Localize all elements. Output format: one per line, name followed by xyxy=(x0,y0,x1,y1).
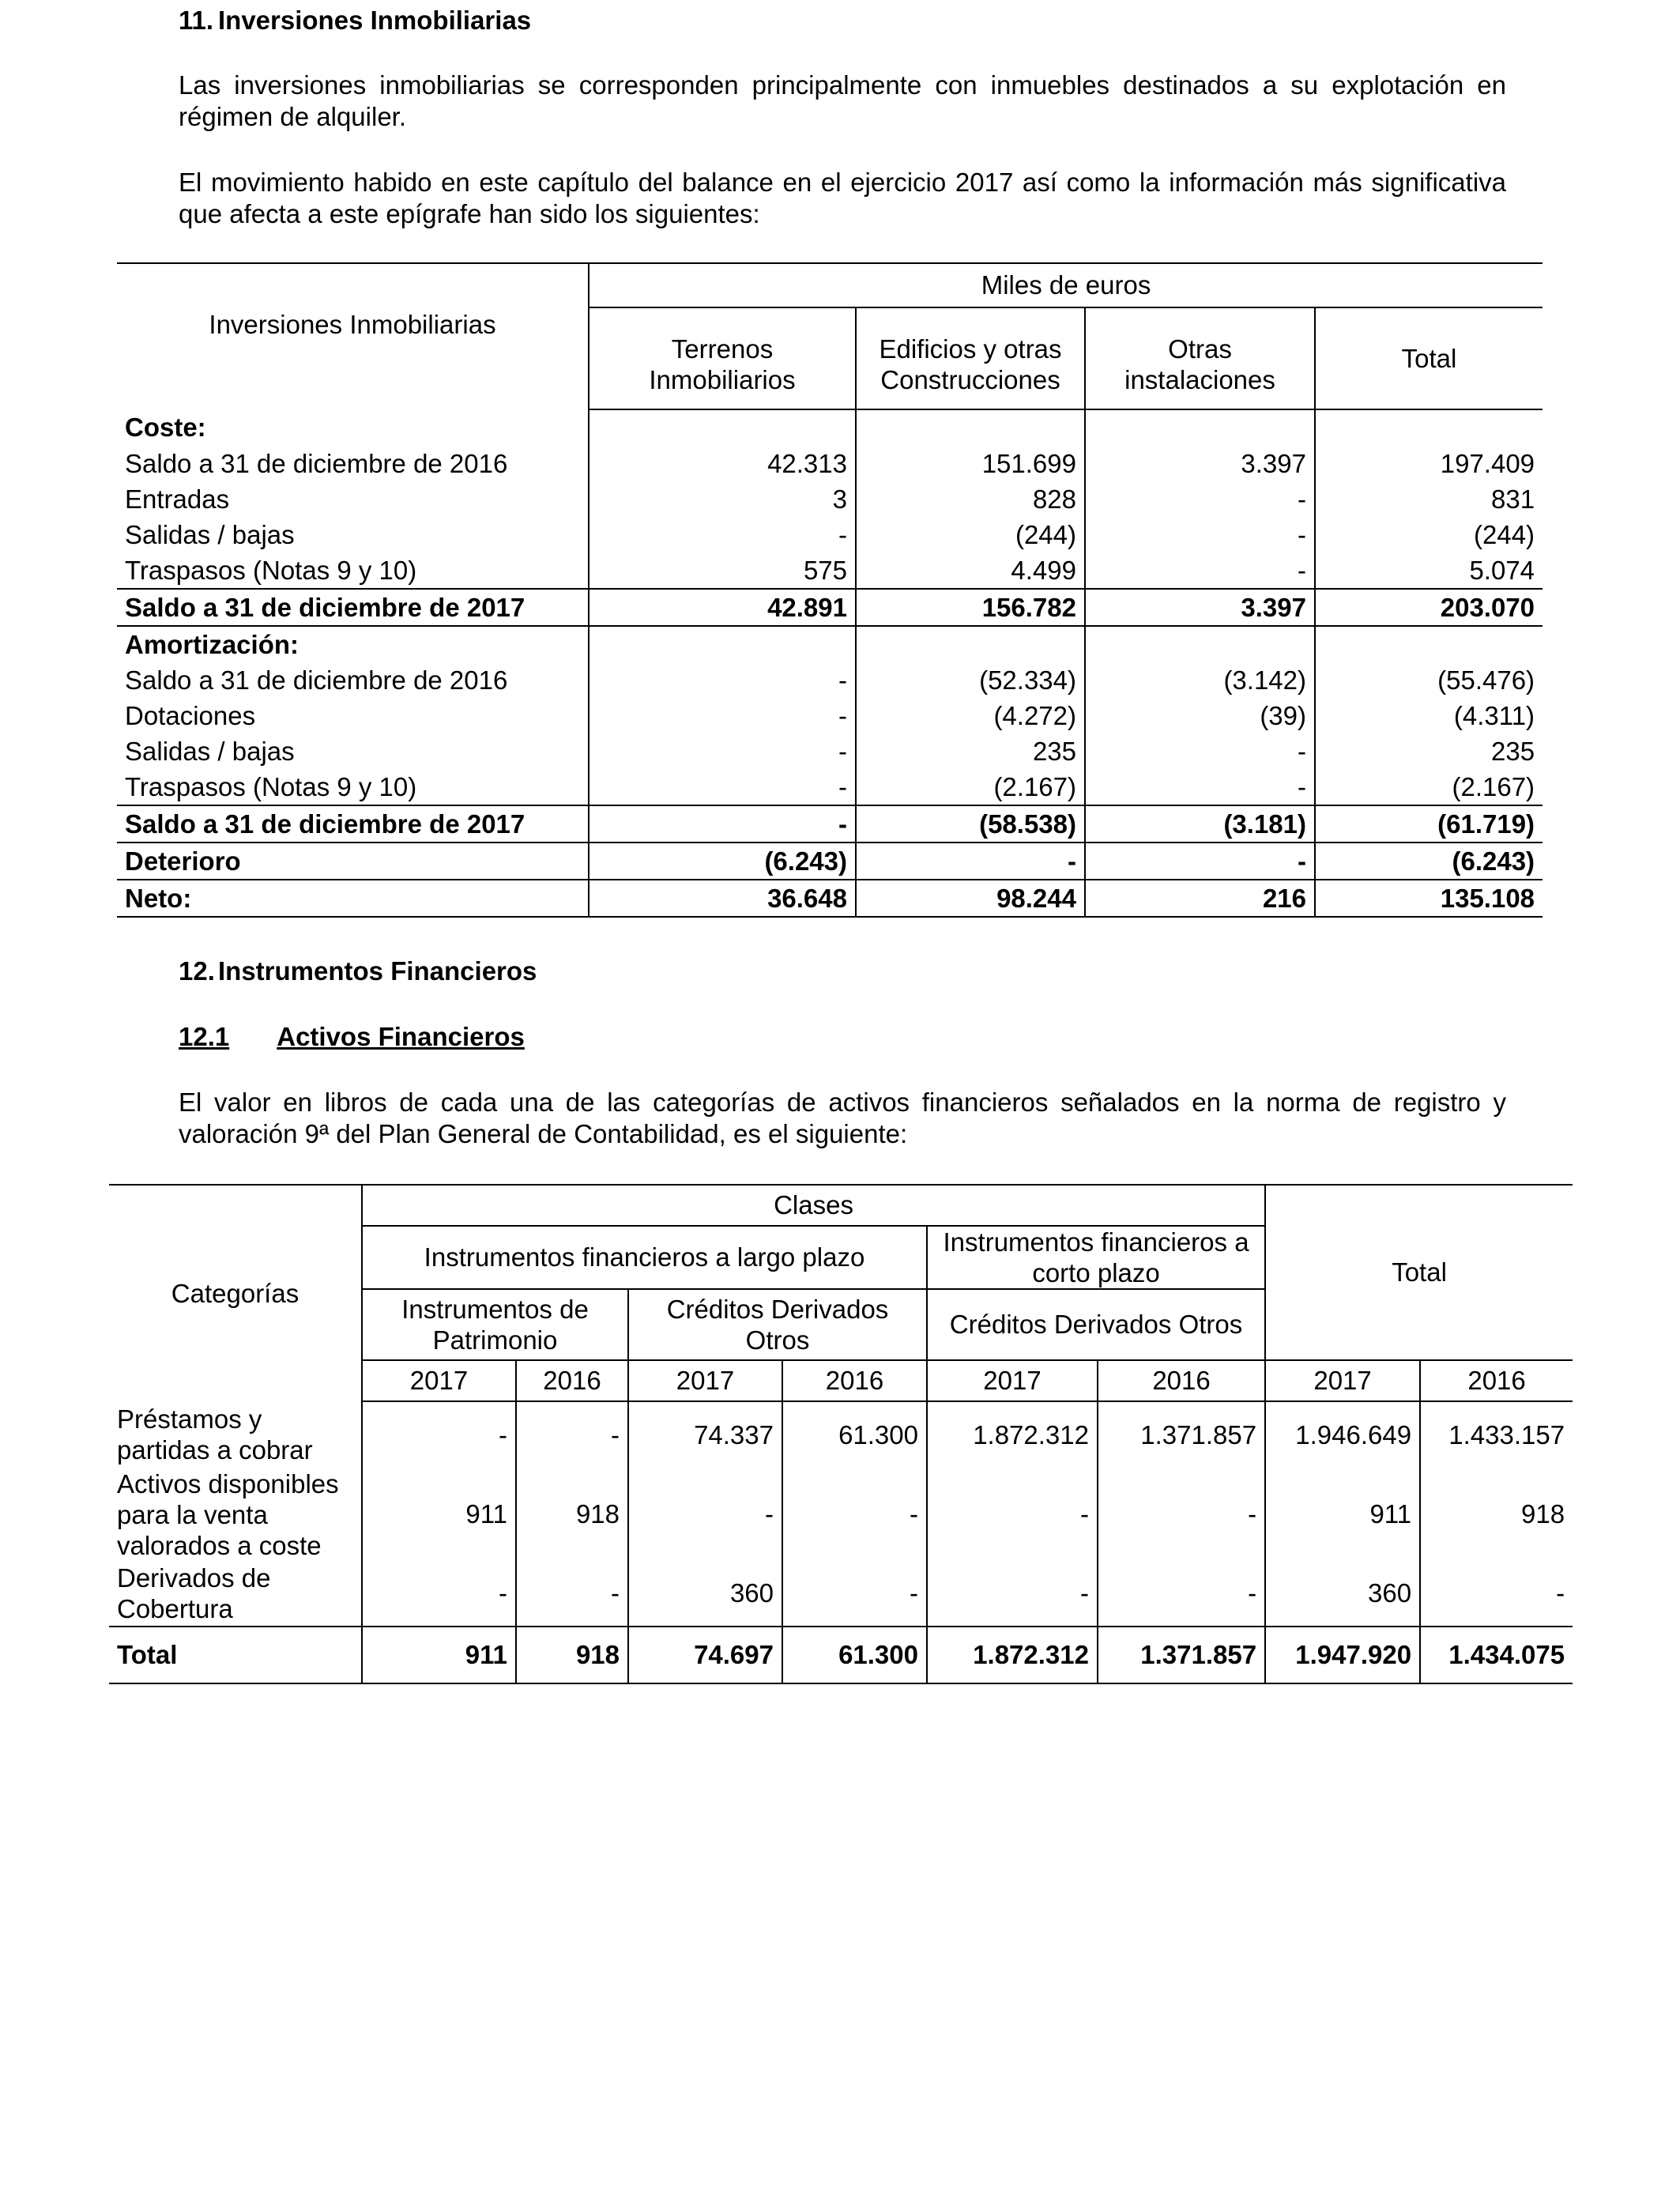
year-header: 2017 xyxy=(1265,1360,1420,1401)
table-cell: partidas a cobrar xyxy=(117,1435,313,1465)
deterioro-row xyxy=(117,843,1543,880)
table-cell: - xyxy=(589,662,856,698)
table-cell: 1.872.312 xyxy=(927,1627,1098,1683)
section-title: Inversiones Inmobiliarias xyxy=(218,6,532,35)
table-cell: 1.371.857 xyxy=(1098,1401,1265,1468)
table-cell: 42.891 xyxy=(589,589,856,626)
table-cell: Neto: xyxy=(117,880,589,917)
table-cell: 5.074 xyxy=(1315,552,1543,589)
table-cell: 135.108 xyxy=(1315,880,1543,917)
table-cell: Saldo a 31 de diciembre de 2016 xyxy=(125,665,508,695)
table-row xyxy=(117,517,1543,552)
table-cell: - xyxy=(1098,1468,1265,1561)
table-cell: 36.648 xyxy=(589,880,856,917)
table-cell: 360 xyxy=(628,1561,782,1627)
table-cell: - xyxy=(1085,517,1315,552)
table-cell: (244) xyxy=(856,517,1085,552)
table-cell: (52.334) xyxy=(856,662,1085,698)
table-cell: Dotaciones xyxy=(125,700,256,730)
table-cell: Construcciones xyxy=(880,365,1060,395)
table-cell: 74.697 xyxy=(628,1627,782,1683)
table-row xyxy=(109,1401,1573,1468)
clases-header-row xyxy=(109,1185,1573,1226)
categorias-header: Categorías xyxy=(109,1185,362,1401)
table-row xyxy=(117,481,1543,517)
table-cell: Total xyxy=(1401,343,1457,373)
table-cell: 918 xyxy=(516,1627,628,1683)
table-cell: - xyxy=(589,698,856,733)
table-cell: Instrumentos financieros a xyxy=(943,1227,1249,1257)
row-label xyxy=(109,1468,362,1561)
table-cell: 911 xyxy=(1265,1468,1420,1561)
table-cell: - xyxy=(516,1401,628,1468)
table-cell: - xyxy=(589,733,856,769)
table-cell: 235 xyxy=(1315,733,1543,769)
subsection-12-1-heading xyxy=(179,1021,525,1053)
year-header: 2016 xyxy=(516,1360,628,1401)
table-cell: 1.371.857 xyxy=(1098,1627,1265,1683)
year-header: 2016 xyxy=(1420,1360,1573,1401)
table-cell: - xyxy=(1085,552,1315,589)
neto-row xyxy=(117,880,1543,917)
table-cell: 61.300 xyxy=(782,1401,927,1468)
table-row xyxy=(117,733,1543,769)
table-cell: 3.397 xyxy=(1085,446,1315,481)
section-12-heading xyxy=(179,956,537,987)
table-cell: - xyxy=(1085,843,1315,880)
total-header: Total xyxy=(1265,1185,1573,1360)
table-cell: Saldo a 31 de diciembre de 2016 xyxy=(125,448,508,478)
year-header: 2016 xyxy=(1098,1360,1265,1401)
column-header xyxy=(1085,307,1315,409)
table-row xyxy=(117,769,1543,805)
table-cell: Entradas xyxy=(125,484,230,514)
table-cell: (6.243) xyxy=(1315,843,1543,880)
table-cell: Saldo a 31 de diciembre de 2017 xyxy=(117,805,589,843)
table-cell: (3.142) xyxy=(1085,662,1315,698)
section-number: 12. xyxy=(179,956,215,986)
table-cell: - xyxy=(362,1561,516,1627)
table-cell xyxy=(1085,409,1315,446)
table-cell: Instrumentos de xyxy=(401,1295,589,1324)
table-cell: Activos disponibles xyxy=(117,1468,339,1498)
subtotal-row xyxy=(117,805,1543,843)
table-cell: - xyxy=(927,1561,1098,1627)
table-cell xyxy=(1315,626,1543,662)
clases-header: Clases xyxy=(362,1185,1265,1226)
table-cell: Derivados de xyxy=(117,1563,271,1593)
row-label xyxy=(109,1561,362,1627)
table-cell: - xyxy=(1098,1561,1265,1627)
table-cell: 74.337 xyxy=(628,1401,782,1468)
table-cell: (39) xyxy=(1085,698,1315,733)
year-header: 2017 xyxy=(362,1360,516,1401)
table-cell: - xyxy=(362,1401,516,1468)
table-cell: (244) xyxy=(1315,517,1543,552)
section-number: 11. xyxy=(179,6,214,35)
row-header: Inversiones Inmobiliarias xyxy=(117,263,589,409)
table-cell: - xyxy=(516,1561,628,1627)
table-cell: (58.538) xyxy=(856,805,1085,843)
table-cell: Total xyxy=(109,1627,362,1683)
year-header: 2016 xyxy=(782,1360,927,1401)
inversiones-table xyxy=(117,262,1543,918)
table-row xyxy=(109,1561,1573,1627)
section-11-paragraph-2: El movimiento habido en este capítulo del balance en el ejercicio 2017 así como la información más significativa que afecta a este epígrafe han sido los siguientes: xyxy=(179,168,1506,228)
table-cell: Salidas / bajas xyxy=(125,519,295,549)
table-cell: 360 xyxy=(1265,1561,1420,1627)
table-cell: 831 xyxy=(1315,481,1543,517)
section-label: Amortización: xyxy=(125,629,299,659)
year-header: 2017 xyxy=(628,1360,782,1401)
table-header-row xyxy=(117,263,1543,307)
table-cell: Cobertura xyxy=(117,1594,233,1623)
year-header: 2017 xyxy=(927,1360,1098,1401)
row-label xyxy=(109,1401,362,1468)
table-row xyxy=(117,662,1543,698)
table-cell xyxy=(1085,626,1315,662)
table-cell: - xyxy=(1085,769,1315,805)
table-cell: Patrimonio xyxy=(432,1325,558,1355)
table-cell: Salidas / bajas xyxy=(125,736,295,766)
table-cell: corto plazo xyxy=(1032,1258,1160,1287)
table-cell: 1.946.649 xyxy=(1265,1401,1420,1468)
section-11-heading xyxy=(179,5,531,36)
table-cell: - xyxy=(1420,1561,1573,1627)
table-cell: 3 xyxy=(589,481,856,517)
table-cell xyxy=(856,409,1085,446)
table-cell: Edificios y otras xyxy=(879,334,1062,364)
table-cell: Otros xyxy=(745,1325,810,1355)
patrimonio-header xyxy=(362,1289,628,1360)
table-cell: instalaciones xyxy=(1124,365,1275,395)
table-cell: 1.872.312 xyxy=(927,1401,1098,1468)
table-cell: Préstamos y xyxy=(117,1404,262,1434)
table-cell: - xyxy=(589,805,856,843)
subsection-title: Activos Financieros xyxy=(277,1022,525,1051)
table-cell: 216 xyxy=(1085,880,1315,917)
table-cell: 828 xyxy=(856,481,1085,517)
table-cell: - xyxy=(782,1468,927,1561)
table-cell: Traspasos (Notas 9 y 10) xyxy=(117,552,589,589)
table-cell: 203.070 xyxy=(1315,589,1543,626)
table-cell: (4.311) xyxy=(1315,698,1543,733)
section-title: Instrumentos Financieros xyxy=(218,956,537,986)
activos-financieros-table xyxy=(109,1184,1573,1684)
table-row xyxy=(109,1468,1573,1561)
subtotal-row xyxy=(117,589,1543,626)
table-cell: 3.397 xyxy=(1085,589,1315,626)
table-cell: - xyxy=(1085,481,1315,517)
column-header xyxy=(856,307,1085,409)
corto-plazo-header xyxy=(927,1226,1265,1289)
table-cell: 911 xyxy=(362,1468,516,1561)
table-cell: - xyxy=(628,1468,782,1561)
table-cell: 4.499 xyxy=(856,552,1085,589)
table-row xyxy=(117,446,1543,481)
table-cell xyxy=(589,409,856,446)
table-cell xyxy=(589,626,856,662)
table-cell: 1.947.920 xyxy=(1265,1627,1420,1683)
table-row xyxy=(117,698,1543,733)
table-cell xyxy=(1315,409,1543,446)
table-cell: 918 xyxy=(1420,1468,1573,1561)
table-cell: (2.167) xyxy=(1315,769,1543,805)
table-cell: 156.782 xyxy=(856,589,1085,626)
table-cell: - xyxy=(589,517,856,552)
section-label: Coste: xyxy=(125,413,206,442)
table-cell: Terrenos xyxy=(671,334,774,364)
table-cell: Créditos Derivados xyxy=(666,1295,889,1324)
table-cell: 98.244 xyxy=(856,880,1085,917)
table-cell: 197.409 xyxy=(1315,446,1543,481)
section-11-paragraph-1: Las inversiones inmobiliarias se corresponden principalmente con inmuebles destinados a su explotación en régimen de alquiler. xyxy=(179,70,1506,131)
column-header xyxy=(1315,307,1543,409)
table-cell: (61.719) xyxy=(1315,805,1543,843)
section-12-paragraph-1: El valor en libros de cada una de las categorías de activos financieros señalados en la norma de registro y valoración 9ª del Plan General de Contabilidad, es el siguiente: xyxy=(179,1088,1506,1148)
table-cell: 151.699 xyxy=(856,446,1085,481)
table-cell: 1.434.075 xyxy=(1420,1627,1573,1683)
table-cell: (2.167) xyxy=(856,769,1085,805)
column-header xyxy=(589,307,856,409)
subsection-number: 12.1 xyxy=(179,1022,230,1051)
largo-plazo-header: Instrumentos financieros a largo plazo xyxy=(362,1226,927,1289)
table-cell: Inmobiliarios xyxy=(649,365,796,395)
table-cell: Saldo a 31 de diciembre de 2017 xyxy=(117,589,589,626)
table-cell: (55.476) xyxy=(1315,662,1543,698)
table-row xyxy=(117,552,1543,589)
creditos-lp-header xyxy=(628,1289,927,1360)
table-cell: (3.181) xyxy=(1085,805,1315,843)
table-cell: - xyxy=(856,843,1085,880)
creditos-cp-header: Créditos Derivados Otros xyxy=(927,1289,1265,1360)
table-cell: 1.433.157 xyxy=(1420,1401,1573,1468)
table-cell: - xyxy=(1085,733,1315,769)
table-cell: - xyxy=(589,769,856,805)
table-cell: 918 xyxy=(516,1468,628,1561)
table-cell: - xyxy=(782,1561,927,1627)
table-cell: Deterioro xyxy=(117,843,589,880)
table-cell: (6.243) xyxy=(589,843,856,880)
table-cell: valorados a coste xyxy=(117,1530,322,1560)
table-cell: (4.272) xyxy=(856,698,1085,733)
table-cell: 575 xyxy=(589,552,856,589)
table-cell: 61.300 xyxy=(782,1627,927,1683)
table-cell: Traspasos (Notas 9 y 10) xyxy=(117,769,589,805)
table-cell: 235 xyxy=(856,733,1085,769)
total-row xyxy=(109,1627,1573,1683)
table-cell xyxy=(856,626,1085,662)
table-cell: Otras xyxy=(1168,334,1232,364)
group-header: Miles de euros xyxy=(589,263,1543,307)
section-label-row xyxy=(117,409,1543,446)
section-label-row xyxy=(117,626,1543,662)
table-cell: para la venta xyxy=(117,1499,268,1529)
table-cell: 911 xyxy=(362,1627,516,1683)
table-cell: - xyxy=(927,1468,1098,1561)
table-cell: 42.313 xyxy=(589,446,856,481)
